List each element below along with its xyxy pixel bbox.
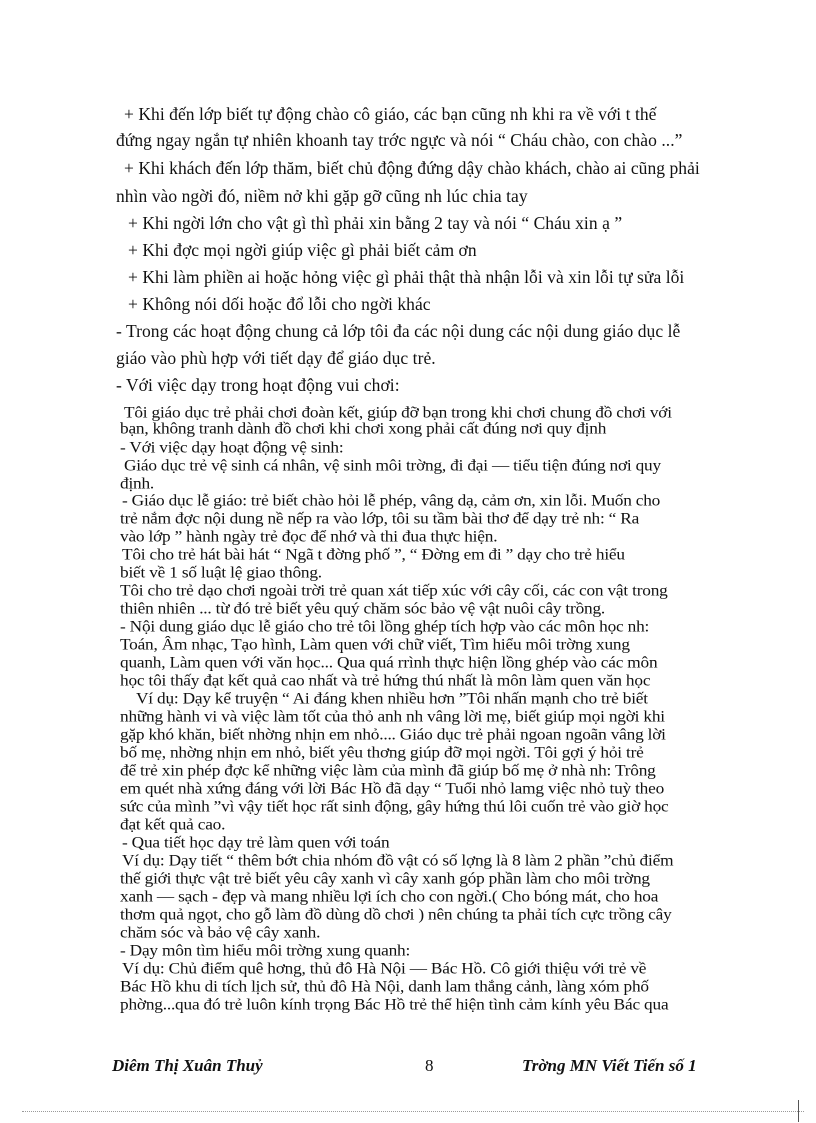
footer-page-number: 8	[425, 1056, 434, 1075]
text-line: - Dạy môn tìm hiểu môi trờng xung quanh:	[120, 942, 411, 960]
text-line: - Nội dung giáo dục lễ giáo cho trẻ tôi lồng ghép tích hợp vào các môn học nh:	[120, 618, 650, 636]
text-line: xanh — sạch - đẹp và mang nhiều lợi ích cho con ngời.( Cho bóng mát, cho hoa	[120, 888, 659, 906]
text-line: biết về 1 số luật lệ giao thông.	[120, 564, 322, 582]
page-edge-marker	[798, 1100, 799, 1122]
text-line: nhìn vào ngời đó, niềm nở khi gặp gỡ cũng nh lúc chia tay	[116, 186, 528, 206]
text-line: - Trong các hoạt động chung cả lớp tôi đa các nội dung các nội dung giáo dục lễ	[116, 321, 681, 341]
text-line: những hành vi và việc làm tốt của thỏ anh nh vâng lời mẹ, biết giúp mọi ngời khi	[120, 708, 665, 726]
text-line: + Khi khách đến lớp thăm, biết chủ động đứng dậy chào khách, chào ai cũng phải	[124, 158, 700, 178]
text-line: học tôi thấy đạt kết quả cao nhất và trẻ hứng thú nhất là môn làm quen văn học	[120, 672, 651, 690]
text-line: đứng ngay ngắn tự nhiên khoanh tay trớc ngực và nói “ Cháu chào, con chào ...”	[116, 130, 683, 150]
page-bottom-divider	[22, 1111, 804, 1112]
text-line: Ví dụ: Dạy kể truyện “ Ai đáng khen nhiều hơn ”Tôi nhấn mạnh cho trẻ biết	[136, 690, 648, 708]
text-line: Ví dụ: Dạy tiết “ thêm bớt chia nhóm đồ vật có số lợng là 8 làm 2 phần ”chủ điểm	[122, 852, 674, 870]
text-line: + Không nói dối hoặc đổ lỗi cho ngời khác	[128, 294, 431, 314]
text-line: thế giới thực vật trẻ biết yêu cây xanh vì cây xanh góp phần làm cho môi trờng	[120, 870, 650, 888]
text-line: trẻ nắm đợc nội dung nề nếp ra vào lớp, tôi su tầm bài thơ để dạy trẻ nh: “ Ra	[120, 510, 640, 528]
text-line: Giáo dục trẻ vệ sinh cá nhân, vệ sinh môi trờng, đi đại — tiểu tiện đúng nơi quy	[124, 457, 661, 475]
text-line: bố mẹ, nhờng nhịn em nhỏ, biết yêu thơng giúp đỡ mọi ngời. Tôi gợi ý hỏi trẻ	[120, 744, 644, 762]
text-line: Tôi giáo dục trẻ phải chơi đoàn kết, giúp đỡ bạn trong khi chơi chung đồ chơi với	[124, 404, 672, 422]
text-line: thơm quả ngọt, cho gỗ làm đồ dùng dồ chơi ) nên chúng ta phải tích cực trồng cây	[120, 906, 672, 924]
text-line: chăm sóc và bảo vệ cây xanh.	[120, 924, 321, 942]
text-line: Tôi cho trẻ hát bài hát “ Ngã t đờng phố ”, “ Đờng em đi ” dạy cho trẻ hiểu	[122, 546, 625, 564]
text-line: + Khi đến lớp biết tự động chào cô giáo, các bạn cũng nh khi ra về với t thế	[124, 104, 657, 124]
text-line: thiên nhiên ... từ đó trẻ biết yêu quý chăm sóc bảo vệ vật nuôi cây trồng.	[120, 600, 606, 618]
text-line: định.	[120, 475, 155, 493]
text-line: - Giáo dục lễ giáo: trẻ biết chào hỏi lễ phép, vâng dạ, cảm ơn, xin lỗi. Muốn cho	[122, 492, 661, 510]
text-line: phờng...qua đó trẻ luôn kính trọng Bác Hồ trẻ thể hiện tình cảm kính yêu Bác qua	[120, 996, 669, 1014]
text-line: Toán, Âm nhạc, Tạo hình, Làm quen với chữ viết, Tìm hiểu môi trờng xung	[120, 636, 630, 654]
text-line: sức của mình ”vì vậy tiết học rất sinh động, gây hứng thú lôi cuốn trẻ vào giờ học	[120, 798, 669, 816]
text-line: vào lớp ” hành ngày trẻ đọc để nhớ và thi đua thực hiện.	[120, 528, 498, 546]
text-line: + Khi đợc mọi ngời giúp việc gì phải biết cảm ơn	[128, 240, 477, 260]
text-line: - Với việc dạy trong hoạt động vui chơi:	[116, 375, 400, 395]
text-line: gặp khó khăn, biết nhờng nhịn em nhỏ.... Giáo dục trẻ phải ngoan ngoãn vâng lời	[120, 726, 666, 744]
text-line: - Qua tiết học dạy trẻ làm quen với toán	[122, 834, 390, 852]
text-line: Bác Hồ khu di tích lịch sử, thủ đô Hà Nội, danh lam thắng cảnh, làng xóm phố	[120, 978, 649, 996]
text-line: giáo vào phù hợp với tiết dạy để giáo dục trẻ.	[116, 348, 436, 368]
text-line: quanh, Làm quen với văn học... Qua quá rrình thực hiện lồng ghép vào các môn	[120, 654, 658, 672]
footer-school: Trờng MN Viết Tiến số 1	[522, 1056, 697, 1075]
text-line: bạn, không tranh dành đồ chơi khi chơi xong phải cất đúng nơi quy định	[120, 420, 607, 438]
text-line: + Khi ngời lớn cho vật gì thì phải xin bằng 2 tay và nói “ Cháu xin ạ ”	[128, 213, 623, 233]
text-line: Ví dụ: Chủ điểm quê hơng, thủ đô Hà Nội — Bác Hồ. Cô giới thiệu với trẻ về	[122, 960, 647, 978]
text-line: đạt kết quả cao.	[120, 816, 226, 834]
text-line: em quét nhà xứng đáng với lời Bác Hồ đã dạy “ Tuổi nhỏ lamg việc nhỏ tuỳ theo	[120, 780, 665, 798]
text-line: Tôi cho trẻ dạo chơi ngoài trời trẻ quan xát tiếp xúc với cây cối, các con vật trong	[120, 582, 668, 600]
text-line: để trẻ xin phép đợc kể những việc làm của mình đã giúp bố mẹ ở nhà nh: Trông	[120, 762, 656, 780]
footer-author: Diêm Thị Xuân Thuỷ	[112, 1056, 263, 1075]
text-line: - Với việc dạy hoạt động vệ sinh:	[120, 439, 344, 457]
text-line: + Khi làm phiền ai hoặc hỏng việc gì phải thật thà nhận lỗi và xin lỗi tự sửa lỗi	[128, 267, 685, 287]
